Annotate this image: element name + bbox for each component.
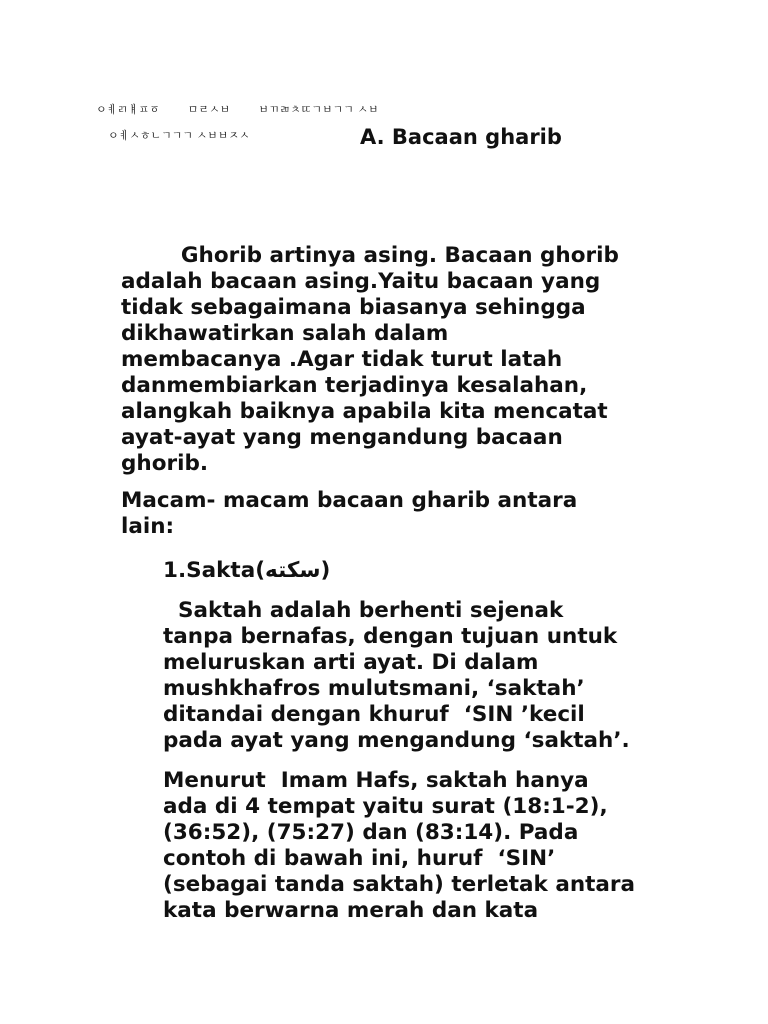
text-line: ghorib.	[121, 451, 208, 476]
text-line: mushkhafros mulutsmani, ‘saktah’	[163, 676, 585, 701]
text-line: dikhawatirkan salah dalam	[121, 321, 449, 346]
text-line: tidak sebagaimana biasanya sehingga	[121, 295, 586, 320]
text-line: Ghorib artinya asing. Bacaan ghorib	[121, 243, 619, 268]
text-line: contoh di bawah ini, huruf ‘SIN’	[163, 846, 556, 871]
intro-paragraph	[121, 243, 681, 477]
text-line: (36:52), (75:27) dan (83:14). Pada	[163, 820, 579, 845]
text-line: ada di 4 tempat yaitu surat (18:1-2),	[163, 794, 608, 819]
text-line: pada ayat yang mengandung ‘saktah’.	[163, 728, 630, 753]
text-line: kata berwarna merah dan kata	[163, 898, 539, 923]
text-line: Saktah adalah berhenti sejenak	[163, 598, 564, 623]
sakta-definition-paragraph	[163, 598, 703, 754]
text-line: danmembiarkan terjadinya kesalahan,	[121, 373, 588, 398]
sakta-heading-prefix: 1.Sakta(	[163, 558, 266, 583]
text-line: (sebagai tanda saktah) terletak antara	[163, 872, 636, 897]
text-line: Macam- macam bacaan gharib antara	[121, 488, 578, 513]
text-line: Menurut Imam Hafs, saktah hanya	[163, 768, 589, 793]
hafs-paragraph	[163, 768, 723, 924]
text-line: ayat-ayat yang mengandung bacaan	[121, 425, 563, 450]
sakta-heading	[163, 557, 330, 585]
text-line: lain:	[121, 514, 175, 539]
text-line: ditandai dengan khuruf ‘SIN ’kecil	[163, 702, 585, 727]
garbled-jamo-line-1: ㅇㅖㄺㅒㅍㆆ ㅁㄹㅅㅂ ㅂㄲㄻㅊㄸㄱㅂㄱㄱ ㅅㅂ	[96, 103, 379, 116]
garbled-jamo-line-2: ㅇㅖㅅㅎㄴㄱㄱㄱ ㅅㅂㅂㅈㅅ	[108, 129, 250, 142]
text-line: adalah bacaan asing.Yaitu bacaan yang	[121, 269, 601, 294]
text-line: meluruskan arti ayat. Di dalam	[163, 650, 539, 675]
text-line: membacanya .Agar tidak turut latah	[121, 347, 563, 372]
text-line: tanpa bernafas, dengan tujuan untuk	[163, 624, 618, 649]
sakta-heading-arabic: سكته	[265, 558, 321, 583]
sakta-heading-suffix: )	[320, 558, 331, 583]
list-intro-paragraph	[121, 488, 681, 540]
section-title: A. Bacaan gharib	[360, 125, 562, 149]
text-line: alangkah baiknya apabila kita mencatat	[121, 399, 608, 424]
